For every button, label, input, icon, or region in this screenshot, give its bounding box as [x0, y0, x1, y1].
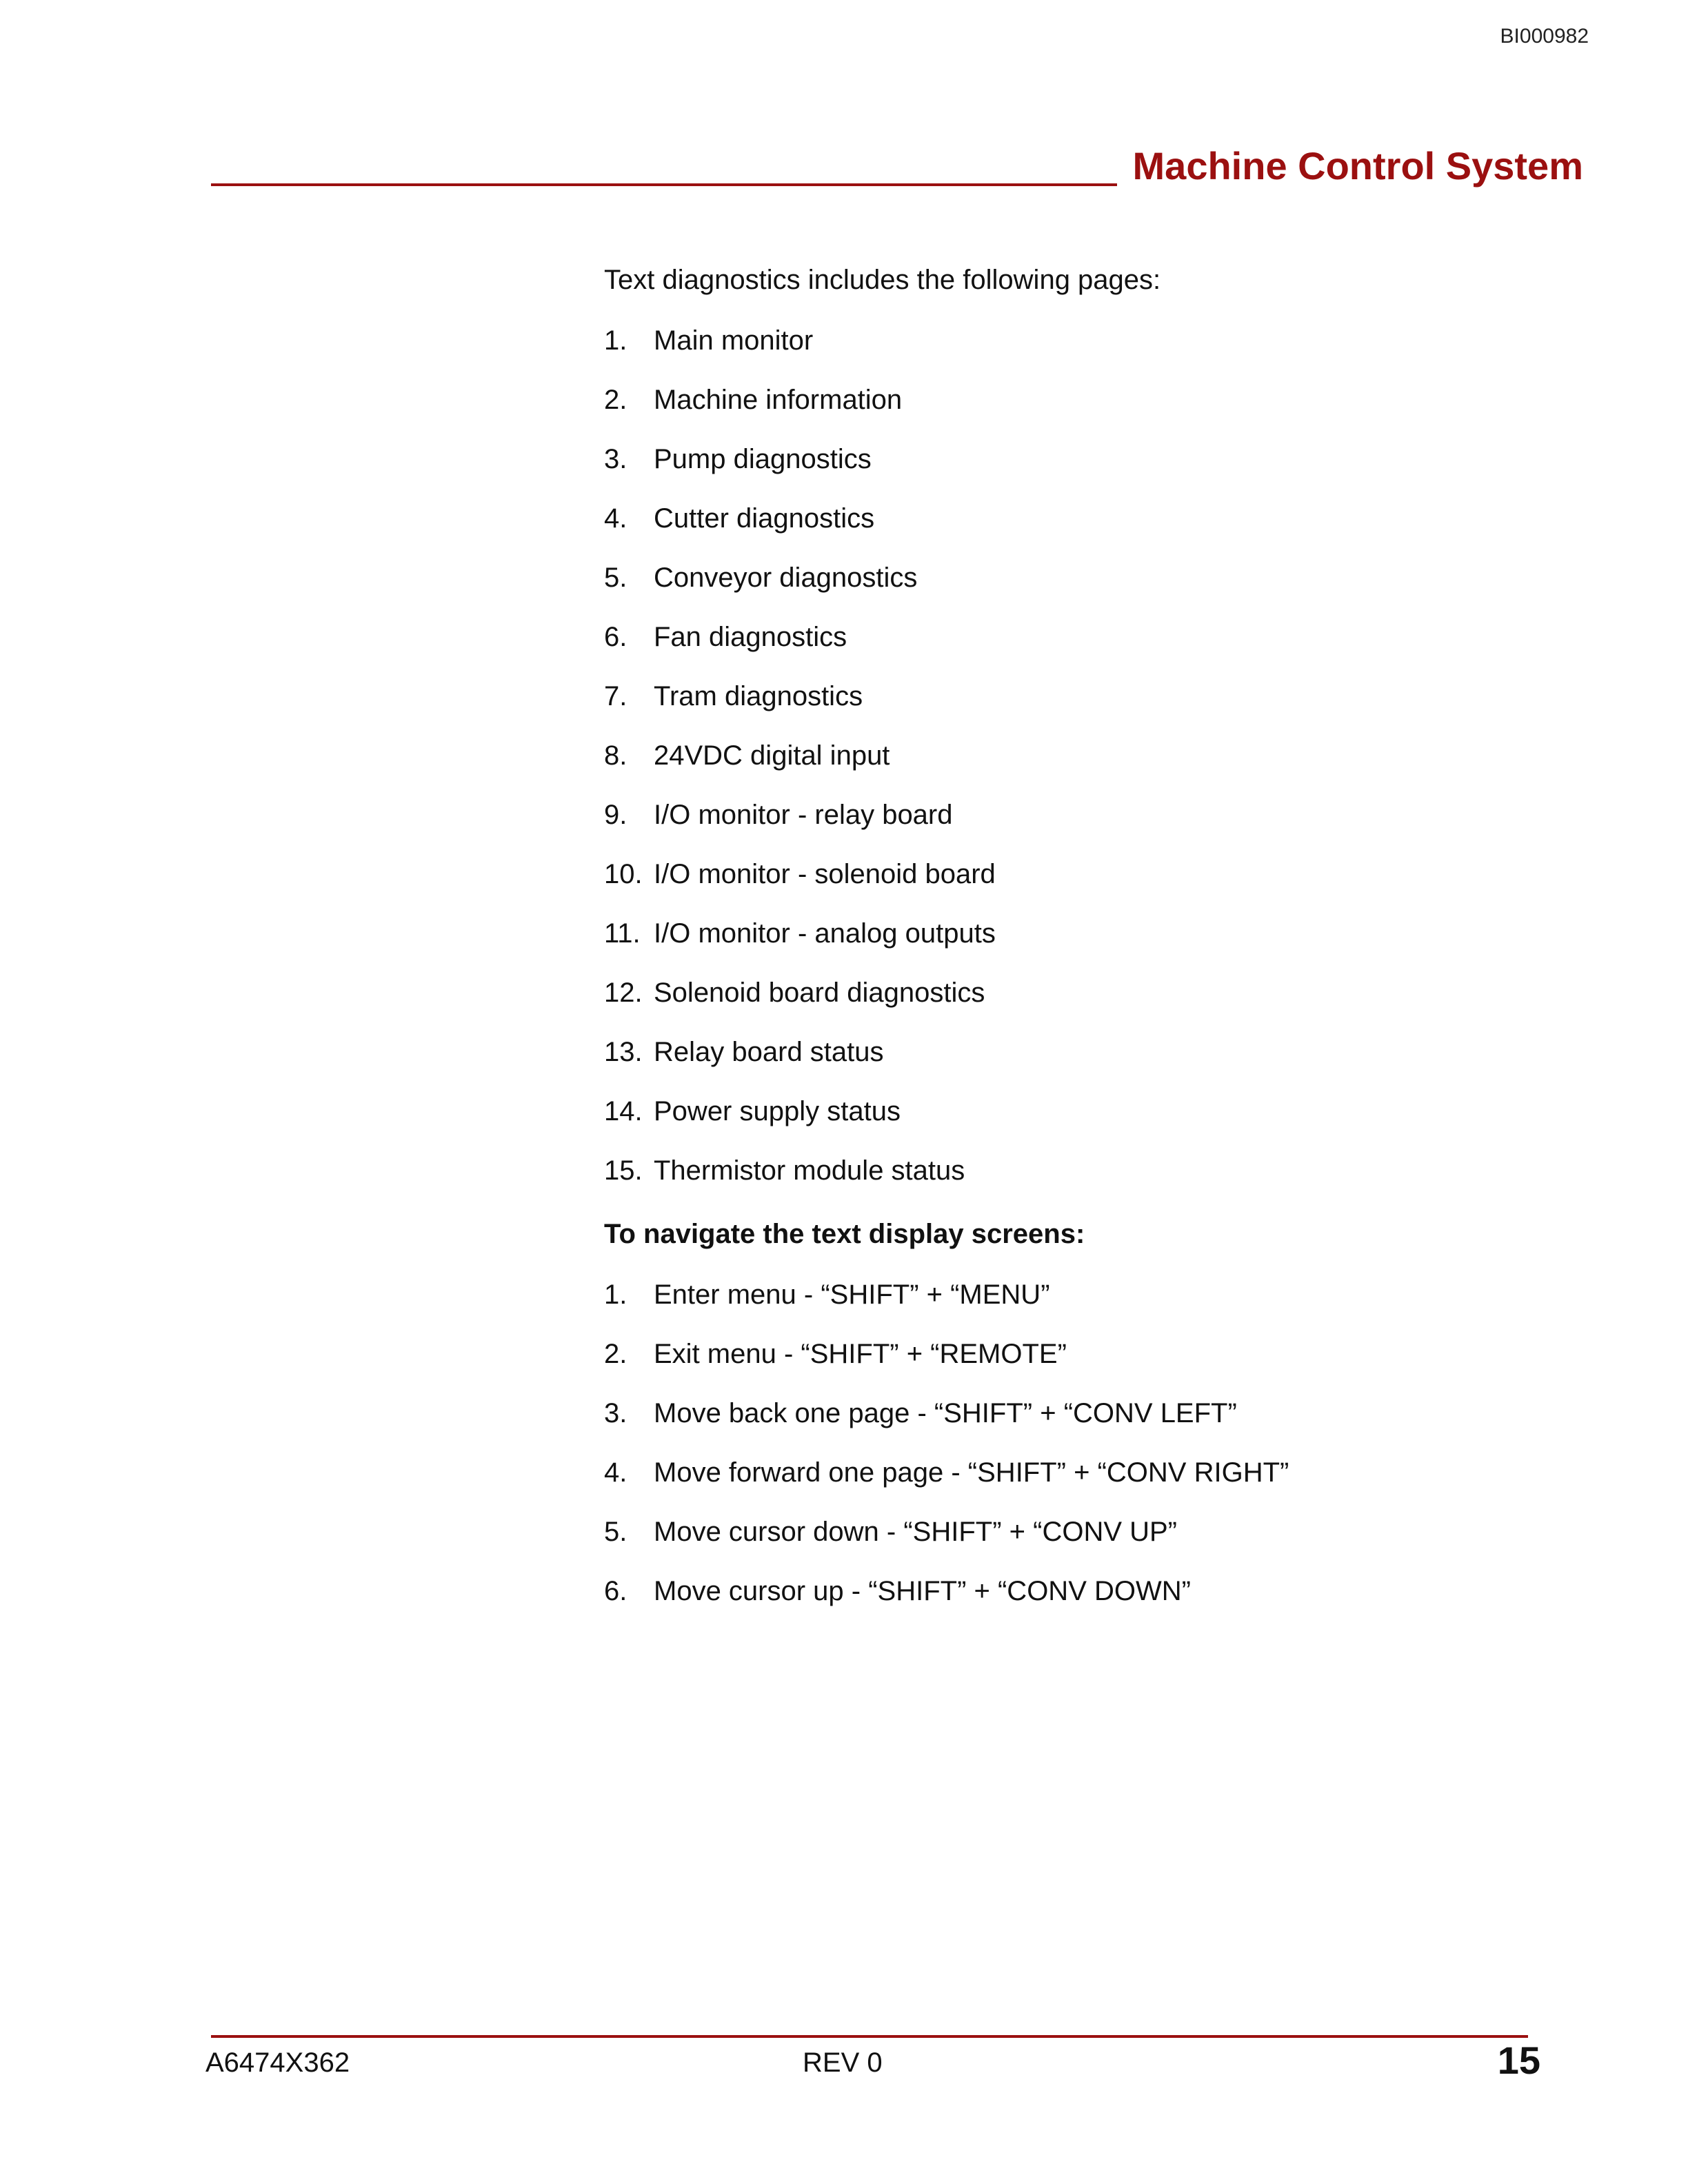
list-item-text: Relay board status: [654, 1037, 884, 1067]
list-item-number: 5.: [604, 1517, 627, 1547]
list-item-number: 2.: [604, 1339, 627, 1369]
list-item-number: 14.: [604, 1096, 643, 1126]
list-item-text: 24VDC digital input: [654, 740, 890, 771]
list-item: [604, 499, 1583, 558]
document-id: BI000982: [1500, 25, 1589, 48]
list-item-number: 3.: [604, 1398, 627, 1428]
list-item-text: Enter menu - “SHIFT” + “MENU”: [654, 1280, 1050, 1310]
list-item-text: I/O monitor - analog outputs: [654, 918, 996, 949]
section-title: Machine Control System: [1132, 144, 1583, 188]
list-item-number: 15.: [604, 1155, 643, 1186]
list-item-text: Conveyor diagnostics: [654, 563, 918, 593]
list-item-text: Cutter diagnostics: [654, 503, 875, 534]
list-item: [604, 855, 1583, 914]
list-item: [604, 1513, 1583, 1572]
list-item: [604, 321, 1583, 381]
list-item: [604, 736, 1583, 796]
list-item-number: 6.: [604, 622, 627, 652]
navigation-heading: To navigate the text display screens:: [604, 1219, 1085, 1249]
list-item-text: Power supply status: [654, 1096, 901, 1126]
footer-revision: REV 0: [803, 2048, 883, 2078]
list-item-text: I/O monitor - solenoid board: [654, 859, 996, 889]
list-item: [604, 1335, 1583, 1394]
list-item-text: Move cursor up - “SHIFT” + “CONV DOWN”: [654, 1576, 1191, 1606]
list-item: [604, 677, 1583, 736]
list-item: [604, 1453, 1583, 1513]
list-item-number: 10.: [604, 859, 643, 889]
list-item: [604, 1275, 1583, 1335]
main-content: [604, 259, 1583, 1631]
list-item: [604, 973, 1583, 1033]
list-item-number: 6.: [604, 1576, 627, 1606]
list-item: [604, 1033, 1583, 1092]
list-item: [604, 1092, 1583, 1151]
page-number: 15: [1497, 2039, 1540, 2082]
list-item-text: Exit menu - “SHIFT” + “REMOTE”: [654, 1339, 1067, 1369]
footer-document-number: A6474X362: [205, 2048, 350, 2078]
list-item-text: Thermistor module status: [654, 1155, 965, 1186]
list-item: [604, 1572, 1583, 1631]
list-item-number: 1.: [604, 325, 627, 356]
list-item-number: 2.: [604, 385, 627, 415]
list-item-number: 8.: [604, 740, 627, 771]
list-item-number: 1.: [604, 1280, 627, 1310]
list-item-number: 5.: [604, 563, 627, 593]
list-item-number: 12.: [604, 978, 643, 1008]
list-item: [604, 914, 1583, 973]
list-item: [604, 796, 1583, 855]
list-item-text: I/O monitor - relay board: [654, 800, 953, 830]
diagnostic-pages-list: [604, 321, 1583, 1213]
list-item-text: Pump diagnostics: [654, 444, 872, 474]
list-item-number: 4.: [604, 503, 627, 534]
list-item: [604, 440, 1583, 499]
list-item-text: Move forward one page - “SHIFT” + “CONV RIGHT”: [654, 1457, 1289, 1488]
list-item-number: 3.: [604, 444, 627, 474]
list-item-text: Tram diagnostics: [654, 681, 863, 711]
header-rule: [211, 183, 1117, 186]
intro-text: Text diagnostics includes the following pages:: [604, 265, 1161, 295]
list-item-number: 4.: [604, 1457, 627, 1488]
list-item-number: 11.: [604, 918, 641, 949]
list-item: [604, 618, 1583, 677]
list-item-text: Fan diagnostics: [654, 622, 847, 652]
list-item: [604, 1151, 1583, 1213]
list-item-text: Main monitor: [654, 325, 814, 356]
list-item-text: Move back one page - “SHIFT” + “CONV LEFT”: [654, 1398, 1237, 1428]
list-item-text: Machine information: [654, 385, 903, 415]
list-item-number: 7.: [604, 681, 627, 711]
list-item-text: Move cursor down - “SHIFT” + “CONV UP”: [654, 1517, 1178, 1547]
list-item-number: 9.: [604, 800, 627, 830]
footer-rule: [211, 2035, 1528, 2038]
list-item: [604, 381, 1583, 440]
list-item-text: Solenoid board diagnostics: [654, 978, 985, 1008]
list-item: [604, 1394, 1583, 1453]
list-item-number: 13.: [604, 1037, 643, 1067]
navigation-steps-list: [604, 1275, 1583, 1631]
list-item: [604, 558, 1583, 618]
